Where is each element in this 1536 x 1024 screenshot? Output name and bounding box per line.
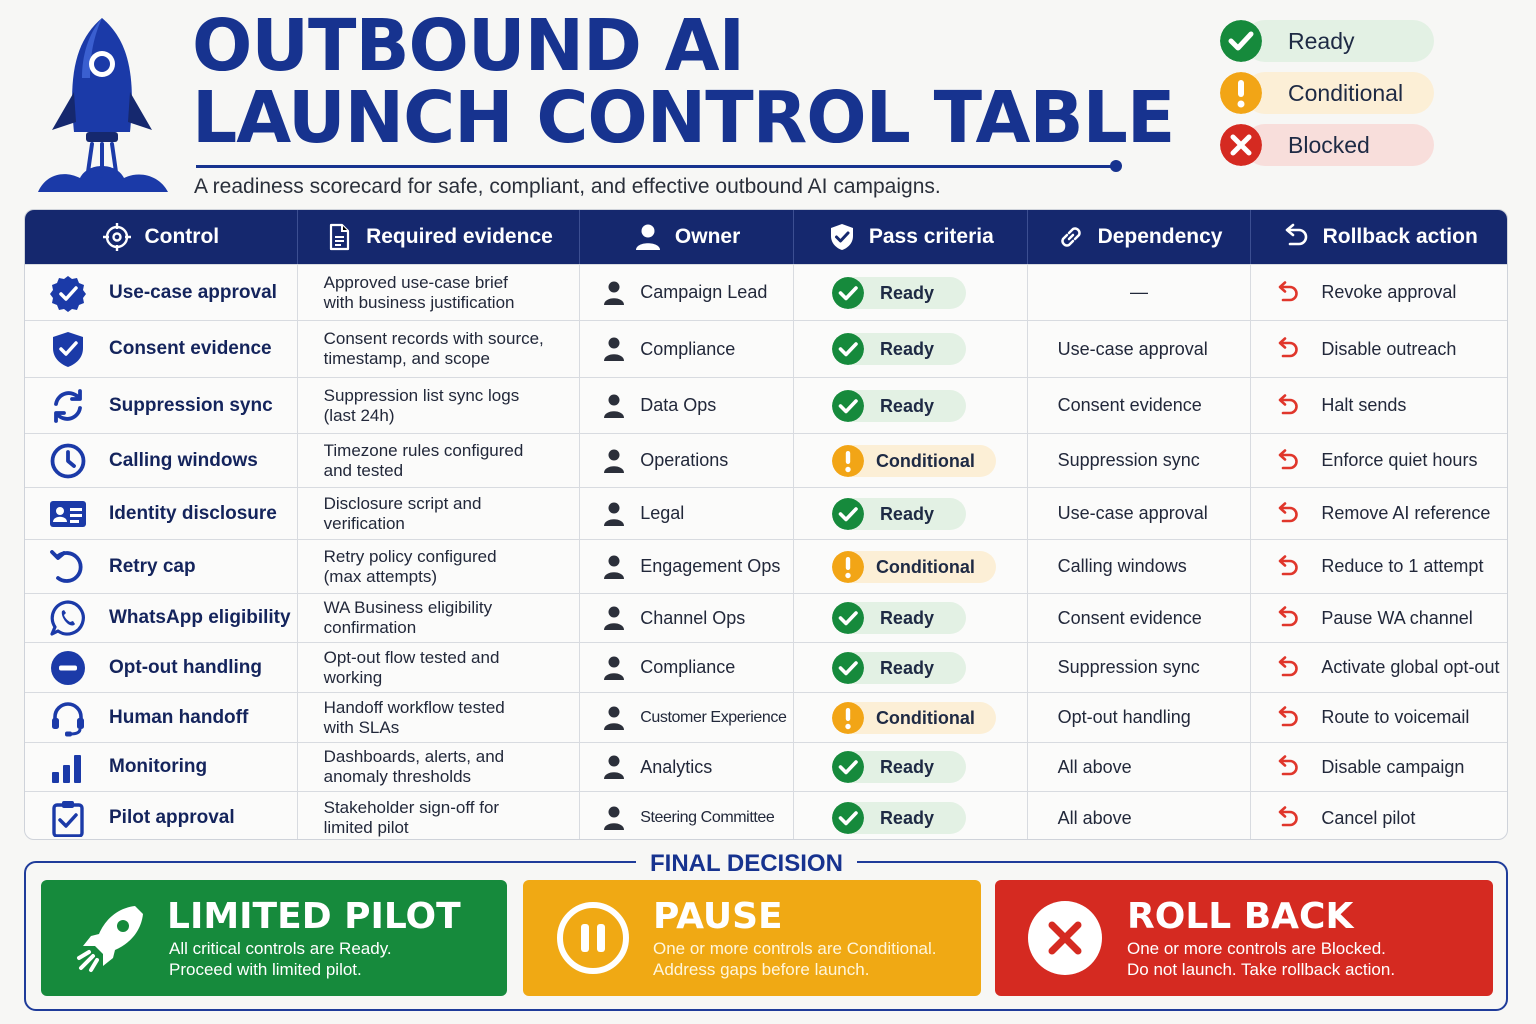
person-icon xyxy=(602,554,626,580)
cell-rollback-action xyxy=(1251,488,1507,539)
evidence-line: Approved use-case brief xyxy=(323,272,508,292)
person-icon xyxy=(633,222,663,252)
rocket-icon xyxy=(71,898,151,978)
decision-desc-line: All critical controls are Ready. xyxy=(169,939,392,958)
title-line-1: OUTBOUND AI xyxy=(192,4,745,87)
cell-evidence xyxy=(298,434,581,487)
table-row xyxy=(25,320,1507,377)
status-badge xyxy=(832,551,996,583)
minus-circle-icon xyxy=(49,649,87,687)
cell-rollback-action xyxy=(1251,693,1507,742)
table-row xyxy=(25,539,1507,593)
table-row xyxy=(25,487,1507,539)
undo-icon xyxy=(1275,805,1301,831)
undo-icon xyxy=(1275,336,1301,362)
check-icon xyxy=(832,751,864,783)
undo-icon xyxy=(1275,705,1301,731)
header-label: Rollback action xyxy=(1322,225,1478,248)
evidence-line: with business justification xyxy=(323,292,515,312)
cell-dependency xyxy=(1028,434,1252,487)
decision-title-limited-pilot: LIMITED PILOT xyxy=(167,896,461,937)
status-label: Ready xyxy=(879,608,934,628)
evidence-line: confirmation xyxy=(323,618,417,637)
crosshair-icon xyxy=(102,222,132,252)
cell-dependency xyxy=(1028,743,1252,791)
person-icon xyxy=(602,280,626,306)
check-icon xyxy=(1220,20,1262,62)
status-label: Conditional xyxy=(875,556,975,577)
person-icon xyxy=(602,805,626,831)
cell-owner xyxy=(580,643,794,692)
cell-owner xyxy=(580,434,794,487)
cell-rollback-action xyxy=(1251,378,1507,433)
evidence-line: working xyxy=(323,667,383,687)
decision-desc-limited-pilot xyxy=(169,938,392,980)
cell-dependency xyxy=(1028,540,1252,593)
table-body xyxy=(25,264,1507,840)
cell-owner xyxy=(580,321,794,377)
cell-pass-criteria xyxy=(794,743,1028,791)
table-row xyxy=(25,433,1507,487)
dependency-label: — xyxy=(1130,282,1148,302)
status-badge xyxy=(832,602,966,634)
status-badge xyxy=(832,390,966,422)
rollback-label: Route to voicemail xyxy=(1321,707,1470,727)
check-icon xyxy=(832,802,864,834)
dependency-label: Use-case approval xyxy=(1057,503,1208,523)
evidence-line: Stakeholder sign-off for xyxy=(323,798,500,817)
cell-dependency xyxy=(1028,378,1252,433)
header-label: Dependency xyxy=(1097,225,1223,248)
exclamation-icon xyxy=(832,551,864,583)
undo-icon xyxy=(1275,655,1301,681)
decision-desc-line: One or more controls are Blocked. xyxy=(1127,939,1386,958)
link-icon xyxy=(1056,222,1086,252)
whatsapp-icon xyxy=(49,599,87,637)
status-badge xyxy=(832,445,996,477)
cell-dependency xyxy=(1028,643,1252,692)
check-icon xyxy=(832,652,864,684)
undo-icon xyxy=(1275,393,1301,419)
header-label: Control xyxy=(144,225,220,248)
evidence-line: Suppression list sync logs xyxy=(323,385,520,405)
table-row xyxy=(25,593,1507,642)
cell-pass-criteria xyxy=(794,594,1028,642)
cell-evidence xyxy=(298,321,581,377)
check-icon xyxy=(832,390,864,422)
dependency-label: Suppression sync xyxy=(1057,450,1200,470)
table-row xyxy=(25,742,1507,791)
cell-owner xyxy=(580,540,794,593)
undo-icon xyxy=(1275,754,1301,780)
person-icon xyxy=(602,501,626,527)
status-legend xyxy=(1220,20,1436,176)
cell-dependency xyxy=(1028,265,1252,320)
title-underline-dot xyxy=(1110,160,1122,172)
cell-control xyxy=(25,792,298,840)
page-title xyxy=(192,4,1175,159)
cell-pass-criteria xyxy=(794,434,1028,487)
legend-label-blocked: Blocked xyxy=(1244,124,1434,166)
status-label: Ready xyxy=(879,282,934,303)
decision-desc-roll-back xyxy=(1127,938,1395,980)
owner-label: Compliance xyxy=(640,657,736,677)
owner-label: Customer Experience xyxy=(640,708,787,726)
header-dependency xyxy=(1028,210,1252,264)
table-header xyxy=(25,210,1507,264)
status-badge xyxy=(832,277,966,309)
status-label: Ready xyxy=(879,657,934,678)
status-badge xyxy=(832,498,966,530)
evidence-line: limited pilot xyxy=(323,818,409,837)
control-label: WhatsApp eligibility xyxy=(109,607,291,628)
dependency-label: Use-case approval xyxy=(1057,338,1208,359)
evidence-line: with SLAs xyxy=(323,717,400,737)
evidence-line: Consent records with source, xyxy=(323,329,544,348)
cell-control xyxy=(25,265,298,320)
table-row xyxy=(25,692,1507,742)
evidence-line: anomaly thresholds xyxy=(323,767,472,786)
check-icon xyxy=(832,333,864,365)
table-row xyxy=(25,791,1507,840)
header-pass-criteria xyxy=(794,210,1028,264)
legend-item-blocked xyxy=(1220,124,1436,166)
legend-label-conditional: Conditional xyxy=(1244,72,1434,114)
cell-evidence xyxy=(298,643,581,692)
control-label: Use-case approval xyxy=(109,281,277,303)
status-badge xyxy=(832,702,996,734)
evidence-line: verification xyxy=(323,513,405,533)
cell-rollback-action xyxy=(1251,265,1507,320)
cell-owner xyxy=(580,594,794,642)
control-label: Consent evidence xyxy=(109,338,272,359)
cell-control xyxy=(25,693,298,742)
cell-evidence xyxy=(298,488,581,539)
cell-owner xyxy=(580,743,794,791)
rollback-label: Enforce quiet hours xyxy=(1321,450,1478,470)
dependency-label: Calling windows xyxy=(1057,556,1187,576)
cell-pass-criteria xyxy=(794,792,1028,840)
cell-pass-criteria xyxy=(794,540,1028,593)
header-required-evidence xyxy=(298,210,581,264)
person-icon xyxy=(602,605,626,631)
rollback-label: Remove AI reference xyxy=(1321,503,1491,523)
evidence-line: Timezone rules configured xyxy=(323,440,524,460)
cell-pass-criteria xyxy=(794,693,1028,742)
decision-desc-line: Address gaps before launch. xyxy=(653,960,870,979)
cell-dependency xyxy=(1028,488,1252,539)
status-label: Conditional xyxy=(875,707,975,728)
check-icon xyxy=(832,498,864,530)
rollback-label: Activate global opt-out xyxy=(1321,657,1500,677)
status-label: Ready xyxy=(879,339,934,359)
owner-label: Legal xyxy=(640,503,685,523)
cell-control xyxy=(25,488,298,539)
cell-control xyxy=(25,743,298,791)
x-icon xyxy=(1220,124,1262,166)
dependency-label: Opt-out handling xyxy=(1057,707,1191,727)
header-control xyxy=(25,210,298,264)
exclamation-icon xyxy=(832,702,864,734)
cell-pass-criteria xyxy=(794,488,1028,539)
cell-rollback-action xyxy=(1251,792,1507,840)
cell-evidence xyxy=(298,378,581,433)
id-card-icon xyxy=(49,495,87,533)
evidence-line: WA Business eligibility xyxy=(323,598,493,617)
evidence-line: Dashboards, alerts, and xyxy=(323,747,505,766)
legend-item-conditional xyxy=(1220,72,1436,114)
cell-control xyxy=(25,321,298,377)
cell-control xyxy=(25,594,298,642)
cell-dependency xyxy=(1028,693,1252,742)
dependency-label: Consent evidence xyxy=(1057,395,1202,415)
decision-desc-line: Do not launch. Take rollback action. xyxy=(1127,960,1396,979)
sync-icon xyxy=(49,387,87,425)
person-icon xyxy=(602,393,626,419)
undo-icon xyxy=(1275,605,1301,631)
rollback-label: Reduce to 1 attempt xyxy=(1321,556,1484,576)
control-label: Opt-out handling xyxy=(109,656,263,678)
owner-label: Operations xyxy=(640,450,729,470)
cell-evidence xyxy=(298,743,581,791)
status-label: Ready xyxy=(879,503,934,524)
cell-evidence xyxy=(298,792,581,840)
rocket-logo-icon xyxy=(30,14,174,196)
cell-rollback-action xyxy=(1251,594,1507,642)
headset-icon xyxy=(49,699,87,737)
rollback-label: Halt sends xyxy=(1321,395,1407,415)
legend-label-ready: Ready xyxy=(1244,20,1434,62)
evidence-line: Handoff workflow tested xyxy=(323,697,505,717)
legend-item-ready xyxy=(1220,20,1436,62)
dependency-label: Suppression sync xyxy=(1057,657,1200,677)
cell-evidence xyxy=(298,265,581,320)
person-icon xyxy=(602,336,626,362)
undo-icon xyxy=(1275,554,1301,580)
shield-check-icon xyxy=(49,330,87,368)
launch-control-table xyxy=(24,209,1508,840)
retry-icon xyxy=(49,548,87,586)
decision-desc-pause xyxy=(653,938,936,980)
decision-title-pause: PAUSE xyxy=(653,896,783,937)
rollback-label: Disable outreach xyxy=(1321,338,1457,359)
undo-icon xyxy=(1281,222,1311,252)
control-label: Pilot approval xyxy=(109,807,235,828)
table-row xyxy=(25,642,1507,692)
cell-owner xyxy=(580,378,794,433)
clock-icon xyxy=(49,442,87,480)
cell-evidence xyxy=(298,594,581,642)
status-label: Conditional xyxy=(875,450,975,471)
decision-card-limited-pilot xyxy=(41,880,507,996)
cell-owner xyxy=(580,265,794,320)
evidence-line: (max attempts) xyxy=(323,566,437,586)
owner-label: Data Ops xyxy=(640,395,717,415)
undo-icon xyxy=(1275,448,1301,474)
rollback-label: Disable campaign xyxy=(1321,756,1465,777)
person-icon xyxy=(602,448,626,474)
control-label: Human handoff xyxy=(109,706,249,728)
control-label: Calling windows xyxy=(109,449,258,471)
cell-rollback-action xyxy=(1251,540,1507,593)
cell-rollback-action xyxy=(1251,321,1507,377)
person-icon xyxy=(602,754,626,780)
title-underline xyxy=(196,165,1116,168)
header-label: Owner xyxy=(674,225,741,248)
cell-control xyxy=(25,378,298,433)
final-decision-panel xyxy=(24,850,1508,1011)
rollback-label: Revoke approval xyxy=(1321,282,1457,302)
control-label: Retry cap xyxy=(109,555,196,577)
status-label: Ready xyxy=(879,395,934,416)
decision-title-roll-back: ROLL BACK xyxy=(1127,896,1354,937)
cell-pass-criteria xyxy=(794,378,1028,433)
status-badge xyxy=(832,802,966,834)
owner-label: Analytics xyxy=(640,756,713,777)
header-label: Required evidence xyxy=(366,225,553,248)
cell-rollback-action xyxy=(1251,434,1507,487)
owner-label: Campaign Lead xyxy=(640,282,768,302)
owner-label: Compliance xyxy=(640,338,736,359)
control-label: Identity disclosure xyxy=(109,502,277,524)
status-badge xyxy=(832,751,966,783)
person-icon xyxy=(602,705,626,731)
status-label: Ready xyxy=(879,808,934,828)
control-label: Suppression sync xyxy=(109,394,273,416)
undo-icon xyxy=(1275,501,1301,527)
final-decision-title: FINAL DECISION xyxy=(636,850,857,878)
decision-card-pause xyxy=(523,880,981,996)
control-label: Monitoring xyxy=(109,756,208,777)
cell-control xyxy=(25,540,298,593)
cell-rollback-action xyxy=(1251,743,1507,791)
evidence-line: Retry policy configured xyxy=(323,546,497,566)
table-row xyxy=(25,377,1507,433)
cell-dependency xyxy=(1028,594,1252,642)
check-icon xyxy=(832,277,864,309)
header-rollback-action xyxy=(1251,210,1507,264)
evidence-line: Opt-out flow tested and xyxy=(323,647,500,667)
decision-card-roll-back xyxy=(995,880,1493,996)
x-circle-icon xyxy=(1025,898,1105,978)
cell-owner xyxy=(580,693,794,742)
cell-control xyxy=(25,434,298,487)
cell-dependency xyxy=(1028,321,1252,377)
owner-label: Steering Committee xyxy=(640,809,775,826)
cell-pass-criteria xyxy=(794,643,1028,692)
shield-check-icon xyxy=(827,222,857,252)
cell-dependency xyxy=(1028,792,1252,840)
evidence-line: timestamp, and scope xyxy=(323,349,490,368)
decision-desc-line: Proceed with limited pilot. xyxy=(169,960,362,979)
cell-evidence xyxy=(298,693,581,742)
owner-label: Engagement Ops xyxy=(640,556,781,576)
page-subtitle: A readiness scorecard for safe, compliant, and effective outbound AI campaigns. xyxy=(194,175,941,198)
document-icon xyxy=(324,222,354,252)
cell-evidence xyxy=(298,540,581,593)
status-badge xyxy=(832,652,966,684)
undo-icon xyxy=(1275,280,1301,306)
title-line-2: LAUNCH CONTROL TABLE xyxy=(192,76,1175,159)
status-badge xyxy=(832,333,966,365)
exclamation-icon xyxy=(832,445,864,477)
check-icon xyxy=(832,602,864,634)
clipboard-check-icon xyxy=(49,799,87,837)
cell-owner xyxy=(580,792,794,840)
evidence-line: Disclosure script and xyxy=(323,493,482,513)
rollback-label: Cancel pilot xyxy=(1321,807,1416,828)
cell-control xyxy=(25,643,298,692)
cell-pass-criteria xyxy=(794,265,1028,320)
cell-rollback-action xyxy=(1251,643,1507,692)
exclamation-icon xyxy=(1220,72,1262,114)
badge-check-icon xyxy=(49,274,87,312)
dependency-label: Consent evidence xyxy=(1057,607,1202,628)
header-label: Pass criteria xyxy=(868,225,994,248)
cell-owner xyxy=(580,488,794,539)
table-row xyxy=(25,264,1507,320)
pause-icon xyxy=(553,898,633,978)
person-icon xyxy=(602,655,626,681)
dependency-label: All above xyxy=(1057,807,1132,828)
evidence-line: (last 24h) xyxy=(323,405,395,425)
bar-chart-icon xyxy=(49,748,87,786)
dependency-label: All above xyxy=(1057,756,1132,777)
evidence-line: and tested xyxy=(323,460,404,480)
decision-desc-line: One or more controls are Conditional. xyxy=(653,939,937,958)
cell-pass-criteria xyxy=(794,321,1028,377)
rollback-label: Pause WA channel xyxy=(1321,607,1473,628)
owner-label: Channel Ops xyxy=(640,607,746,628)
header-owner xyxy=(580,210,794,264)
status-label: Ready xyxy=(879,757,934,777)
